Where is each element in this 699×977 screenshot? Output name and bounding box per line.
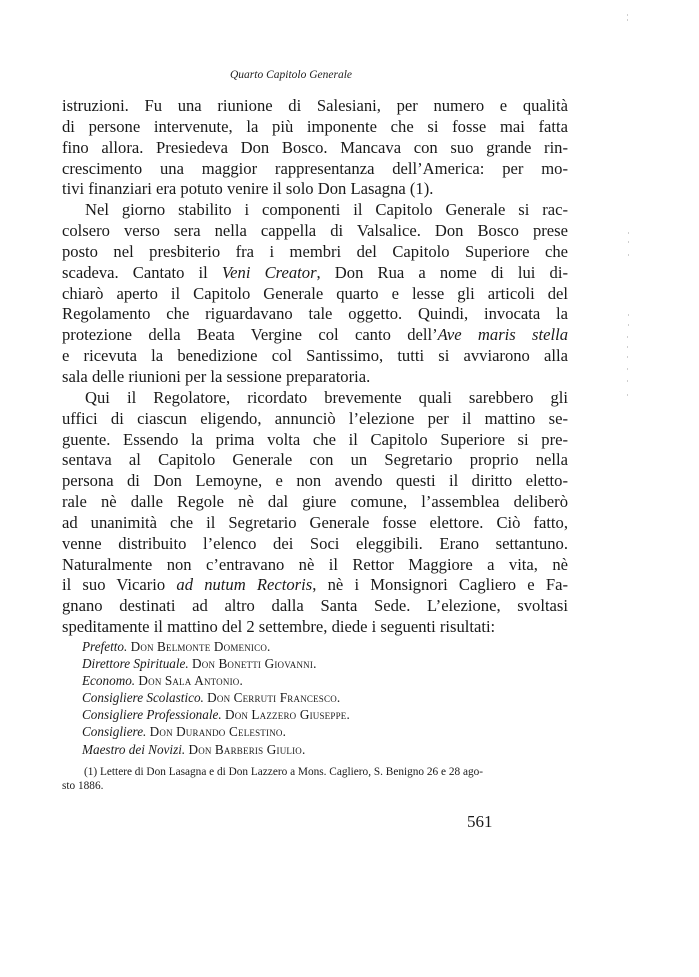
footnote [62, 765, 562, 793]
text-segment: Naturalmente non c’entravano nè il Rettor Maggiore a vita, nè [62, 554, 568, 574]
result-title: Don [130, 639, 154, 654]
result-name: Durando Celestino. [176, 724, 287, 740]
text-segment: rale nè dalle Regole nè dal giure comune, l’assemblea deliberò [62, 492, 568, 512]
page-number: 561 [467, 812, 493, 831]
scan-artifact [628, 254, 629, 256]
result-role: Prefetto. [82, 639, 128, 654]
text-line [62, 263, 568, 284]
text-segment: posto nel presbiterio fra i membri del Capitolo Superiore che [62, 241, 568, 261]
text-segment: Regolamento che riguardavano tale oggetto. Quindi, invocata la [62, 304, 568, 324]
footnote-line-2: sto 1886. [62, 780, 104, 792]
result-role: Consigliere Professionale. [82, 707, 222, 723]
result-role: Economo. [82, 673, 136, 689]
result-title: Don [207, 690, 231, 706]
text-line [62, 492, 568, 513]
text-segment: il suo Vicario [62, 575, 177, 595]
text-line [62, 117, 568, 138]
text-line [62, 179, 568, 200]
paragraph [62, 96, 568, 200]
paragraph [62, 200, 568, 388]
result-role: Direttore Spirituale. [82, 656, 189, 672]
result-item [82, 638, 350, 655]
text-segment: speditamente il mattino del 2 settembre, diede i seguenti risultati: [62, 617, 496, 637]
text-segment: crescimento una maggior rappresentanza dell’America: per mo- [62, 158, 568, 178]
italic-phrase: Veni Creator [221, 262, 317, 282]
text-line [62, 96, 568, 117]
text-line [62, 409, 568, 430]
text-line [62, 534, 568, 555]
result-name: Bonetti Giovanni. [218, 656, 317, 672]
text-segment: istruzioni. Fu una riunione di Salesiani, per numero e qualità [62, 96, 568, 115]
text-line [62, 221, 568, 242]
text-line [62, 617, 568, 638]
text-line [62, 367, 568, 388]
text-line [62, 325, 568, 346]
scan-artifact [627, 356, 628, 358]
result-item [82, 655, 350, 672]
text-line [62, 200, 568, 221]
text-segment: sala delle riunioni per la sessione preparatoria. [62, 366, 371, 386]
scan-artifact [627, 394, 628, 396]
scan-artifact [627, 368, 628, 370]
result-role: Consigliere Scolastico. [82, 690, 204, 706]
text-segment: sentava al Capitolo Generale con un Segretario proprio nella [62, 450, 568, 470]
body-text [62, 96, 568, 638]
result-title: Don [192, 656, 216, 672]
text-segment: tivi finanziari era potuto venire il solo Don Lasagna (1). [62, 179, 434, 199]
result-title: Don [188, 741, 212, 757]
text-segment: , Don Rua a nome di lui di- [316, 262, 568, 282]
result-title: Don [138, 673, 162, 689]
text-segment: , nè i Monsignori Cagliero e Fa- [312, 575, 568, 595]
result-name: Belmonte Domenico. [157, 639, 271, 654]
text-segment: e ricevuta la benedizione col Santissimo, tutti si avviarono alla [62, 346, 568, 366]
text-line [62, 159, 568, 180]
text-line [62, 284, 568, 305]
italic-phrase: ad nutum Rectoris [176, 575, 313, 595]
result-role: Maestro dei Novizi. [82, 741, 186, 757]
result-item [82, 689, 350, 706]
text-line [62, 596, 568, 617]
scan-artifact [628, 314, 629, 316]
text-segment: colsero verso sera nella cappella di Valsalice. Don Bosco prese [62, 221, 568, 241]
scan-artifact [628, 241, 629, 243]
paragraph [62, 388, 568, 638]
text-segment: gnano destinati ad altro dalla Santa Sede. L’elezione, svoltasi [62, 596, 568, 616]
text-segment: persona di Don Lemoyne, e non avendo questi il diritto eletto- [62, 471, 568, 491]
result-name: Lazzero Giuseppe. [251, 707, 350, 723]
result-name: Cerruti Francesco. [233, 690, 341, 706]
scan-artifact [627, 14, 628, 16]
scan-artifact [627, 19, 628, 21]
text-line [62, 430, 568, 451]
footnote-line-1: (1) Lettere di Don Lasagna e di Don Lazzero a Mons. Cagliero, S. Benigno 26 e 28 ago- [84, 766, 484, 778]
text-line [62, 471, 568, 492]
text-line [62, 388, 568, 409]
text-line [62, 450, 568, 471]
result-title: Don [149, 724, 173, 740]
text-segment: uffici di ciascun eligendo, annunciò l’elezione per il mattino se- [62, 408, 568, 428]
scan-artifact [627, 336, 628, 338]
result-name: Barberis Giulio. [214, 741, 306, 757]
text-segment: protezione della Beata Vergine col canto dell’ [62, 325, 438, 345]
result-name: Sala Antonio. [164, 673, 243, 689]
result-item [82, 741, 350, 758]
scan-artifact [627, 380, 628, 382]
running-head: Quarto Capitolo Generale [230, 69, 353, 81]
text-line [62, 555, 568, 576]
text-segment: Nel giorno stabilito i componenti il Capitolo Generale si rac- [85, 200, 568, 220]
text-line [62, 138, 568, 159]
scan-artifact [627, 346, 628, 348]
text-line [62, 513, 568, 534]
text-line [62, 304, 568, 325]
text-line [62, 242, 568, 263]
text-segment: chiarò aperto il Capitolo Generale quarto e lesse gli articoli del [62, 283, 568, 303]
text-segment: Qui il Regolatore, ricordato brevemente quali sarebbero gli [85, 387, 568, 407]
scan-artifact [628, 232, 629, 234]
election-results-list [82, 638, 350, 758]
result-title: Don [224, 707, 249, 723]
text-line [62, 346, 568, 367]
italic-phrase: Ave maris stella [437, 325, 568, 345]
result-role: Consigliere. [82, 724, 147, 740]
result-item [82, 706, 350, 723]
scan-artifact [628, 324, 629, 326]
text-line [62, 575, 568, 596]
text-segment: di persone intervenute, la più imponente che si fosse mai fatta [62, 116, 568, 136]
result-item [82, 723, 350, 740]
text-segment: venne distribuito l’elenco dei Soci eleggibili. Erano settantuno. [62, 533, 568, 553]
text-segment: scadeva. Cantato il [62, 262, 222, 282]
text-segment: guente. Essendo la prima volta che il Capitolo Superiore si pre- [62, 429, 568, 449]
result-item [82, 672, 350, 689]
text-segment: ad unanimità che il Segretario Generale fosse elettore. Ciò fatto, [62, 512, 568, 532]
text-segment: fino allora. Presiedeva Don Bosco. Mancava con suo grande rin- [62, 137, 568, 157]
